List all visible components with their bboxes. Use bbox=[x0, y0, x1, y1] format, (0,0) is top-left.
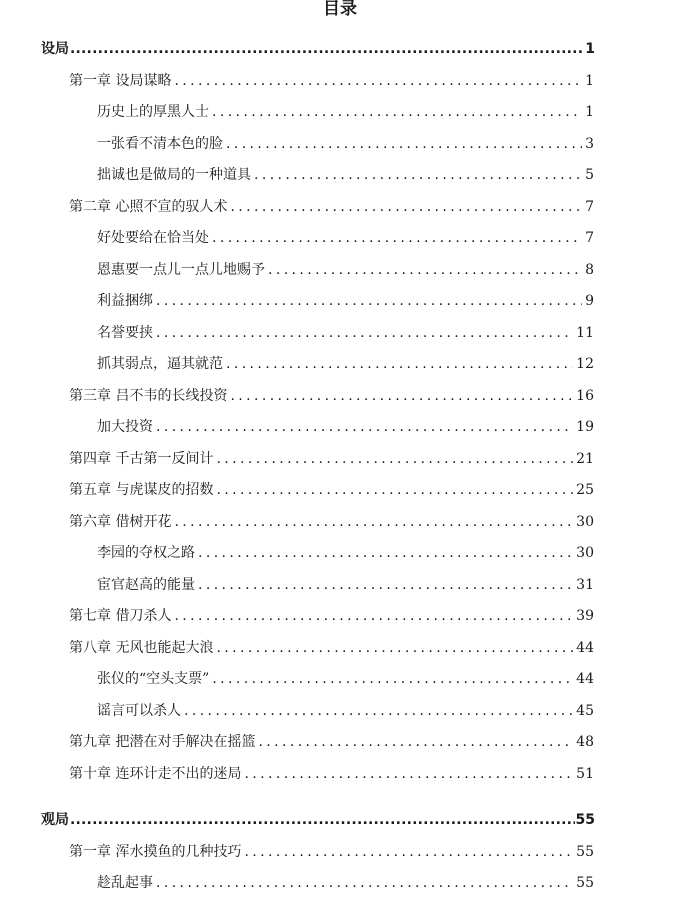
toc-section-page-number: 55 bbox=[575, 812, 595, 828]
toc-chapter-page-number: 48 bbox=[576, 734, 594, 750]
dot-leader bbox=[156, 290, 582, 312]
toc-chapter-label: 第三章 吕不韦的长线投资 bbox=[69, 388, 228, 404]
toc-item[interactable] bbox=[97, 101, 594, 123]
toc-item-label: 趁乱起事 bbox=[97, 875, 153, 891]
toc-item-label: 名誉要挟 bbox=[97, 325, 153, 341]
dot-leader bbox=[254, 164, 582, 186]
toc-chapter-page-number: 7 bbox=[585, 199, 594, 215]
toc-chapter[interactable] bbox=[69, 479, 594, 501]
toc-chapter[interactable] bbox=[69, 841, 594, 863]
dot-leader bbox=[212, 668, 573, 690]
toc-chapter-page-number: 39 bbox=[576, 608, 594, 624]
toc-chapter[interactable] bbox=[69, 70, 594, 92]
toc-chapter-label: 第八章 无风也能起大浪 bbox=[69, 640, 214, 656]
toc-item[interactable] bbox=[97, 668, 594, 690]
toc-chapter-label: 第十章 连环计走不出的迷局 bbox=[69, 766, 242, 782]
toc-chapter-label: 第一章 设局谋略 bbox=[69, 73, 172, 89]
toc-item[interactable] bbox=[97, 574, 594, 596]
toc-chapter[interactable] bbox=[69, 196, 594, 218]
dot-leader bbox=[174, 511, 573, 533]
toc-item[interactable] bbox=[97, 872, 594, 894]
dot-leader bbox=[198, 574, 573, 596]
toc-chapter[interactable] bbox=[69, 763, 594, 785]
toc-chapter-page-number: 21 bbox=[576, 451, 594, 467]
toc-chapter-label: 第四章 千古第一反间计 bbox=[69, 451, 214, 467]
toc-item-page-number: 31 bbox=[576, 577, 594, 593]
dot-leader bbox=[156, 322, 573, 344]
toc-item[interactable] bbox=[97, 227, 594, 249]
toc-item[interactable] bbox=[97, 416, 594, 438]
toc-item[interactable] bbox=[97, 353, 594, 375]
toc-section[interactable] bbox=[41, 38, 595, 60]
dot-leader bbox=[216, 448, 573, 470]
toc-item-page-number: 11 bbox=[576, 325, 594, 341]
dot-leader bbox=[198, 542, 573, 564]
toc-chapter-label: 第二章 心照不宣的驭人术 bbox=[69, 199, 228, 215]
toc-item-label: 好处要给在恰当处 bbox=[97, 230, 209, 246]
toc-item[interactable] bbox=[97, 322, 594, 344]
toc-item-label: 恩惠要一点儿一点儿地赐予 bbox=[97, 262, 265, 278]
dot-leader bbox=[268, 259, 582, 281]
toc-item-label: 利益捆绑 bbox=[97, 293, 153, 309]
dot-leader bbox=[226, 353, 573, 375]
toc-chapter-page-number: 44 bbox=[576, 640, 594, 656]
dot-leader bbox=[174, 605, 573, 627]
dot-leader bbox=[212, 101, 582, 123]
toc-chapter-label: 第九章 把潜在对手解决在摇篮 bbox=[69, 734, 256, 750]
toc-item-page-number: 19 bbox=[576, 419, 594, 435]
toc-chapter[interactable] bbox=[69, 511, 594, 533]
toc-item[interactable] bbox=[97, 259, 594, 281]
toc-section-label: 观局 bbox=[41, 812, 69, 828]
toc-item-label: 加大投资 bbox=[97, 419, 153, 435]
toc-item-page-number: 9 bbox=[585, 293, 594, 309]
toc-item-label: 谣言可以杀人 bbox=[97, 703, 181, 719]
toc-chapter[interactable] bbox=[69, 448, 594, 470]
toc-item-page-number: 55 bbox=[576, 875, 594, 891]
toc-section-label: 设局 bbox=[41, 41, 69, 57]
dot-leader bbox=[70, 38, 584, 60]
toc-chapter[interactable] bbox=[69, 385, 594, 407]
toc-item-label: 李园的夺权之路 bbox=[97, 545, 195, 561]
toc-chapter-label: 第七章 借刀杀人 bbox=[69, 608, 172, 624]
dot-leader bbox=[174, 70, 582, 92]
toc-item-page-number: 12 bbox=[576, 356, 594, 372]
dot-leader bbox=[156, 416, 573, 438]
toc-item-page-number: 5 bbox=[585, 167, 594, 183]
dot-leader bbox=[258, 731, 573, 753]
dot-leader bbox=[216, 479, 573, 501]
toc-chapter-page-number: 25 bbox=[576, 482, 594, 498]
toc-chapter-page-number: 16 bbox=[576, 388, 594, 404]
toc-item[interactable] bbox=[97, 133, 594, 155]
toc-chapter-label: 第六章 借树开花 bbox=[69, 514, 172, 530]
toc-chapter-page-number: 51 bbox=[576, 766, 594, 782]
toc-section-page-number: 1 bbox=[585, 41, 595, 57]
dot-leader bbox=[244, 841, 573, 863]
toc-chapter[interactable] bbox=[69, 605, 594, 627]
toc-item-page-number: 44 bbox=[576, 671, 594, 687]
toc-item[interactable] bbox=[97, 290, 594, 312]
toc-chapter[interactable] bbox=[69, 731, 594, 753]
toc-item-label: 张仪的“空头支票” bbox=[97, 671, 210, 687]
dot-leader bbox=[230, 196, 582, 218]
toc-item[interactable] bbox=[97, 542, 594, 564]
dot-leader bbox=[70, 809, 575, 831]
toc-item-page-number: 30 bbox=[576, 545, 594, 561]
dot-leader bbox=[212, 227, 582, 249]
toc-item-page-number: 1 bbox=[585, 104, 594, 120]
toc-item-label: 宦官赵高的能量 bbox=[97, 577, 195, 593]
toc-section[interactable] bbox=[41, 809, 595, 831]
dot-leader bbox=[156, 872, 573, 894]
toc-chapter-page-number: 55 bbox=[576, 844, 594, 860]
toc-chapter[interactable] bbox=[69, 637, 594, 659]
toc-chapter-label: 第五章 与虎谋皮的招数 bbox=[69, 482, 214, 498]
toc-item-page-number: 8 bbox=[585, 262, 594, 278]
dot-leader bbox=[184, 700, 573, 722]
toc-item[interactable] bbox=[97, 164, 594, 186]
dot-leader bbox=[226, 133, 582, 155]
toc-item[interactable] bbox=[97, 700, 594, 722]
dot-leader bbox=[230, 385, 573, 407]
toc-item-label: 抓其弱点，逼其就范 bbox=[97, 356, 223, 372]
toc-item-page-number: 3 bbox=[585, 136, 594, 152]
toc-item-page-number: 45 bbox=[576, 703, 594, 719]
toc-item-label: 一张看不清本色的脸 bbox=[97, 136, 223, 152]
dot-leader bbox=[216, 637, 573, 659]
toc-item-label: 拙诚也是做局的一种道具 bbox=[97, 167, 251, 183]
toc-item-label: 历史上的厚黑人士 bbox=[97, 104, 209, 120]
toc-chapter-page-number: 30 bbox=[576, 514, 594, 530]
dot-leader bbox=[244, 763, 573, 785]
page-title: 目录 bbox=[323, 0, 357, 19]
toc-chapter-page-number: 1 bbox=[585, 73, 594, 89]
toc-chapter-label: 第一章 浑水摸鱼的几种技巧 bbox=[69, 844, 242, 860]
toc-item-page-number: 7 bbox=[585, 230, 594, 246]
